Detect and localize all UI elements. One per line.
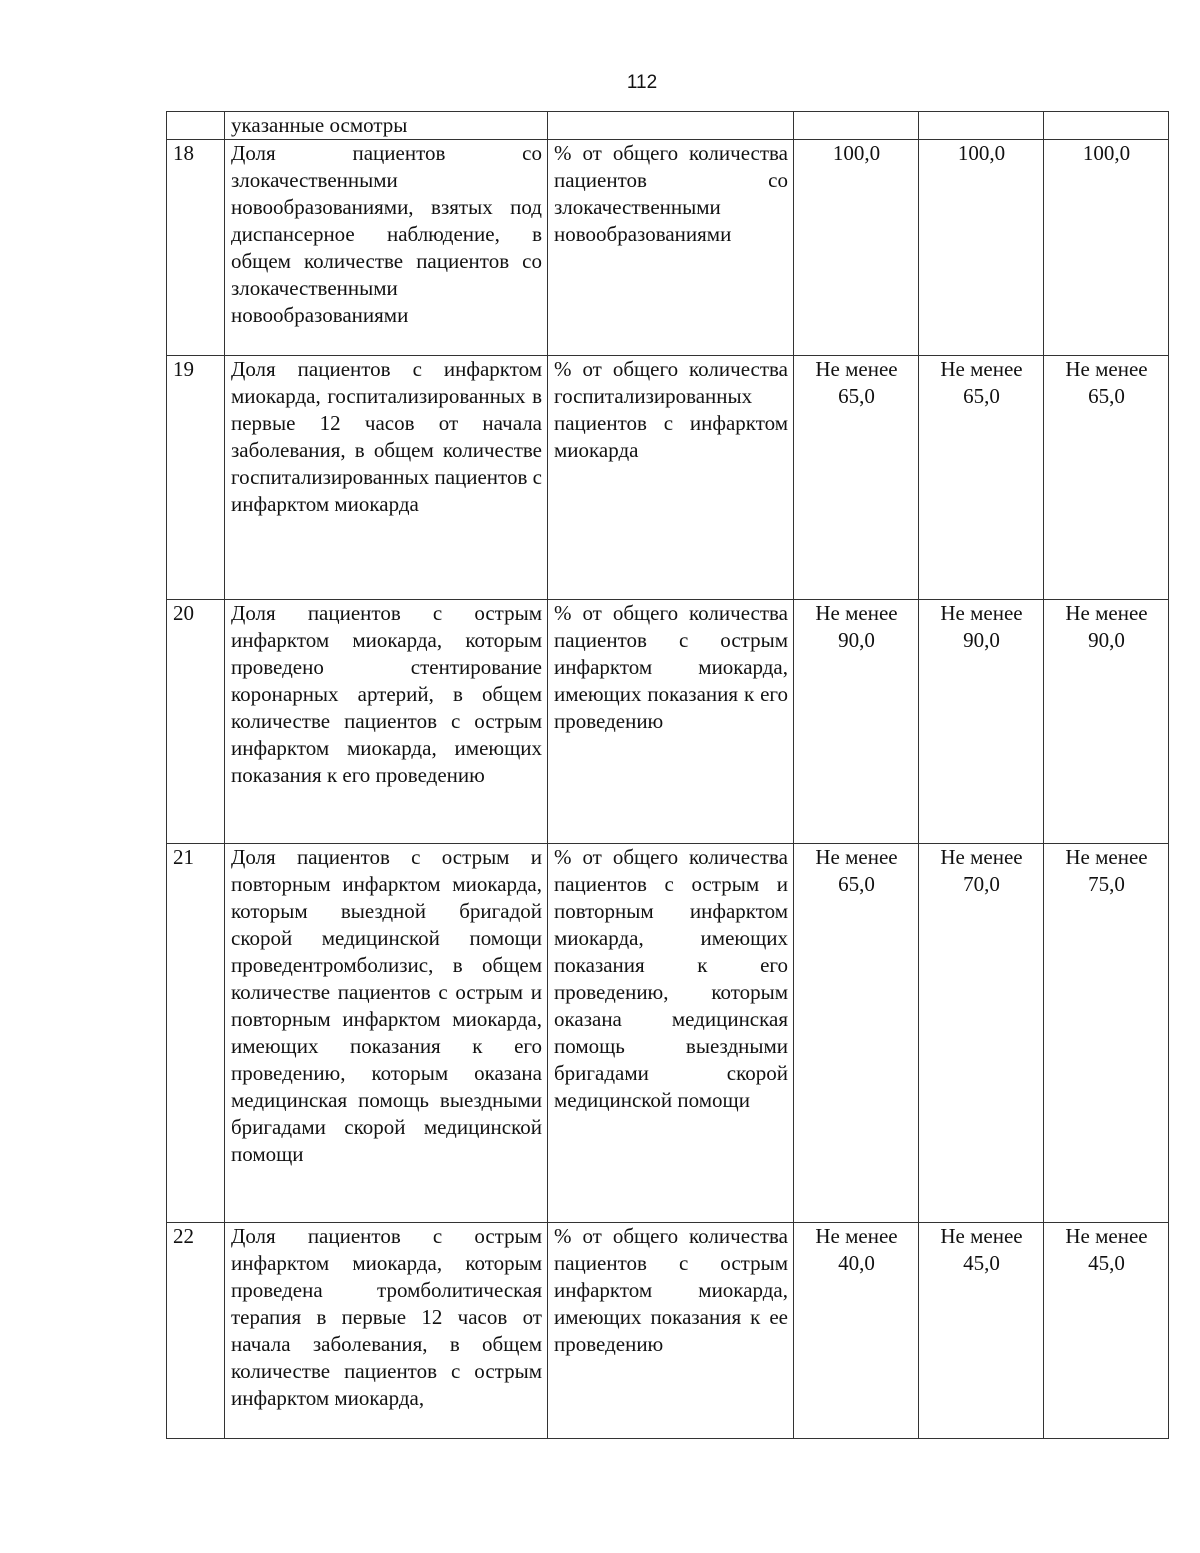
value-cell-3: Не менее 65,0	[1044, 356, 1169, 600]
value-cell-1: 100,0	[794, 140, 919, 356]
page-number: 112	[626, 72, 658, 93]
value-cell-2: 100,0	[919, 140, 1044, 356]
value-cell-3: 100,0	[1044, 140, 1169, 356]
value-cell-2: Не менее 70,0	[919, 844, 1044, 1223]
unit-cell	[548, 112, 794, 140]
value-cell-2: Не менее 90,0	[919, 600, 1044, 844]
indicator-cell: Доля пациентов с острым и повторным инфарктом миокарда, которым выездной бригадой скорой медицинской помощи проведентромболизис, в общем количестве пациентов с острым и повторным инфарктом миокарда, имеющих показания к его проведению, которым оказана медицинская помощь выездными бригадами скорой медицинской помощи	[225, 844, 548, 1223]
unit-cell: % от общего количества пациентов с острым инфарктом миокарда, имеющих показания к его проведению	[548, 600, 794, 844]
row-number-cell	[167, 112, 225, 140]
table-row	[167, 140, 1169, 356]
row-number-cell: 22	[167, 1223, 225, 1439]
table-row	[167, 844, 1169, 1223]
value-cell-1: Не менее 40,0	[794, 1223, 919, 1439]
unit-cell: % от общего количества пациентов с острым инфарктом миокарда, имеющих показания к ее проведению	[548, 1223, 794, 1439]
table-row	[167, 1223, 1169, 1439]
value-cell-3: Не менее 45,0	[1044, 1223, 1169, 1439]
value-cell-1	[794, 112, 919, 140]
row-number-cell: 18	[167, 140, 225, 356]
row-number-cell: 21	[167, 844, 225, 1223]
indicator-cell: Доля пациентов с острым инфарктом миокарда, которым проведено стентирование коронарных артерий, в общем количестве пациентов с острым инфарктом миокарда, имеющих показания к его проведению	[225, 600, 548, 844]
indicators-table	[166, 111, 1169, 1439]
unit-cell: % от общего количества пациентов с острым и повторным инфарктом миокарда, имеющих показания к его проведению, которым оказана медицинская помощь выездными бригадами скорой медицинской помощи	[548, 844, 794, 1223]
indicator-cell: указанные осмотры	[225, 112, 548, 140]
value-cell-2	[919, 112, 1044, 140]
value-cell-3: Не менее 75,0	[1044, 844, 1169, 1223]
table-row-continuation	[167, 112, 1169, 140]
unit-cell: % от общего количества госпитализированных пациентов с инфарктом миокарда	[548, 356, 794, 600]
table-row	[167, 356, 1169, 600]
value-cell-3: Не менее 90,0	[1044, 600, 1169, 844]
indicator-cell: Доля пациентов с острым инфарктом миокарда, которым проведена тромболитическая терапия в первые 12 часов от начала заболевания, в общем количестве пациентов с острым инфарктом миокарда,	[225, 1223, 548, 1439]
indicator-cell: Доля пациентов со злокачественными новообразованиями, взятых под диспансерное наблюдение, в общем количестве пациентов со злокачественными новообразованиями	[225, 140, 548, 356]
unit-cell: % от общего количества пациентов со злокачественными новообразованиями	[548, 140, 794, 356]
value-cell-2: Не менее 45,0	[919, 1223, 1044, 1439]
value-cell-1: Не менее 65,0	[794, 844, 919, 1223]
row-number-cell: 20	[167, 600, 225, 844]
value-cell-2: Не менее 65,0	[919, 356, 1044, 600]
table-row	[167, 600, 1169, 844]
value-cell-3	[1044, 112, 1169, 140]
value-cell-1: Не менее 90,0	[794, 600, 919, 844]
indicator-cell: Доля пациентов с инфарктом миокарда, госпитализированных в первые 12 часов от начала заболевания, в общем количестве госпитализированных пациентов с инфарктом миокарда	[225, 356, 548, 600]
value-cell-1: Не менее 65,0	[794, 356, 919, 600]
row-number-cell: 19	[167, 356, 225, 600]
